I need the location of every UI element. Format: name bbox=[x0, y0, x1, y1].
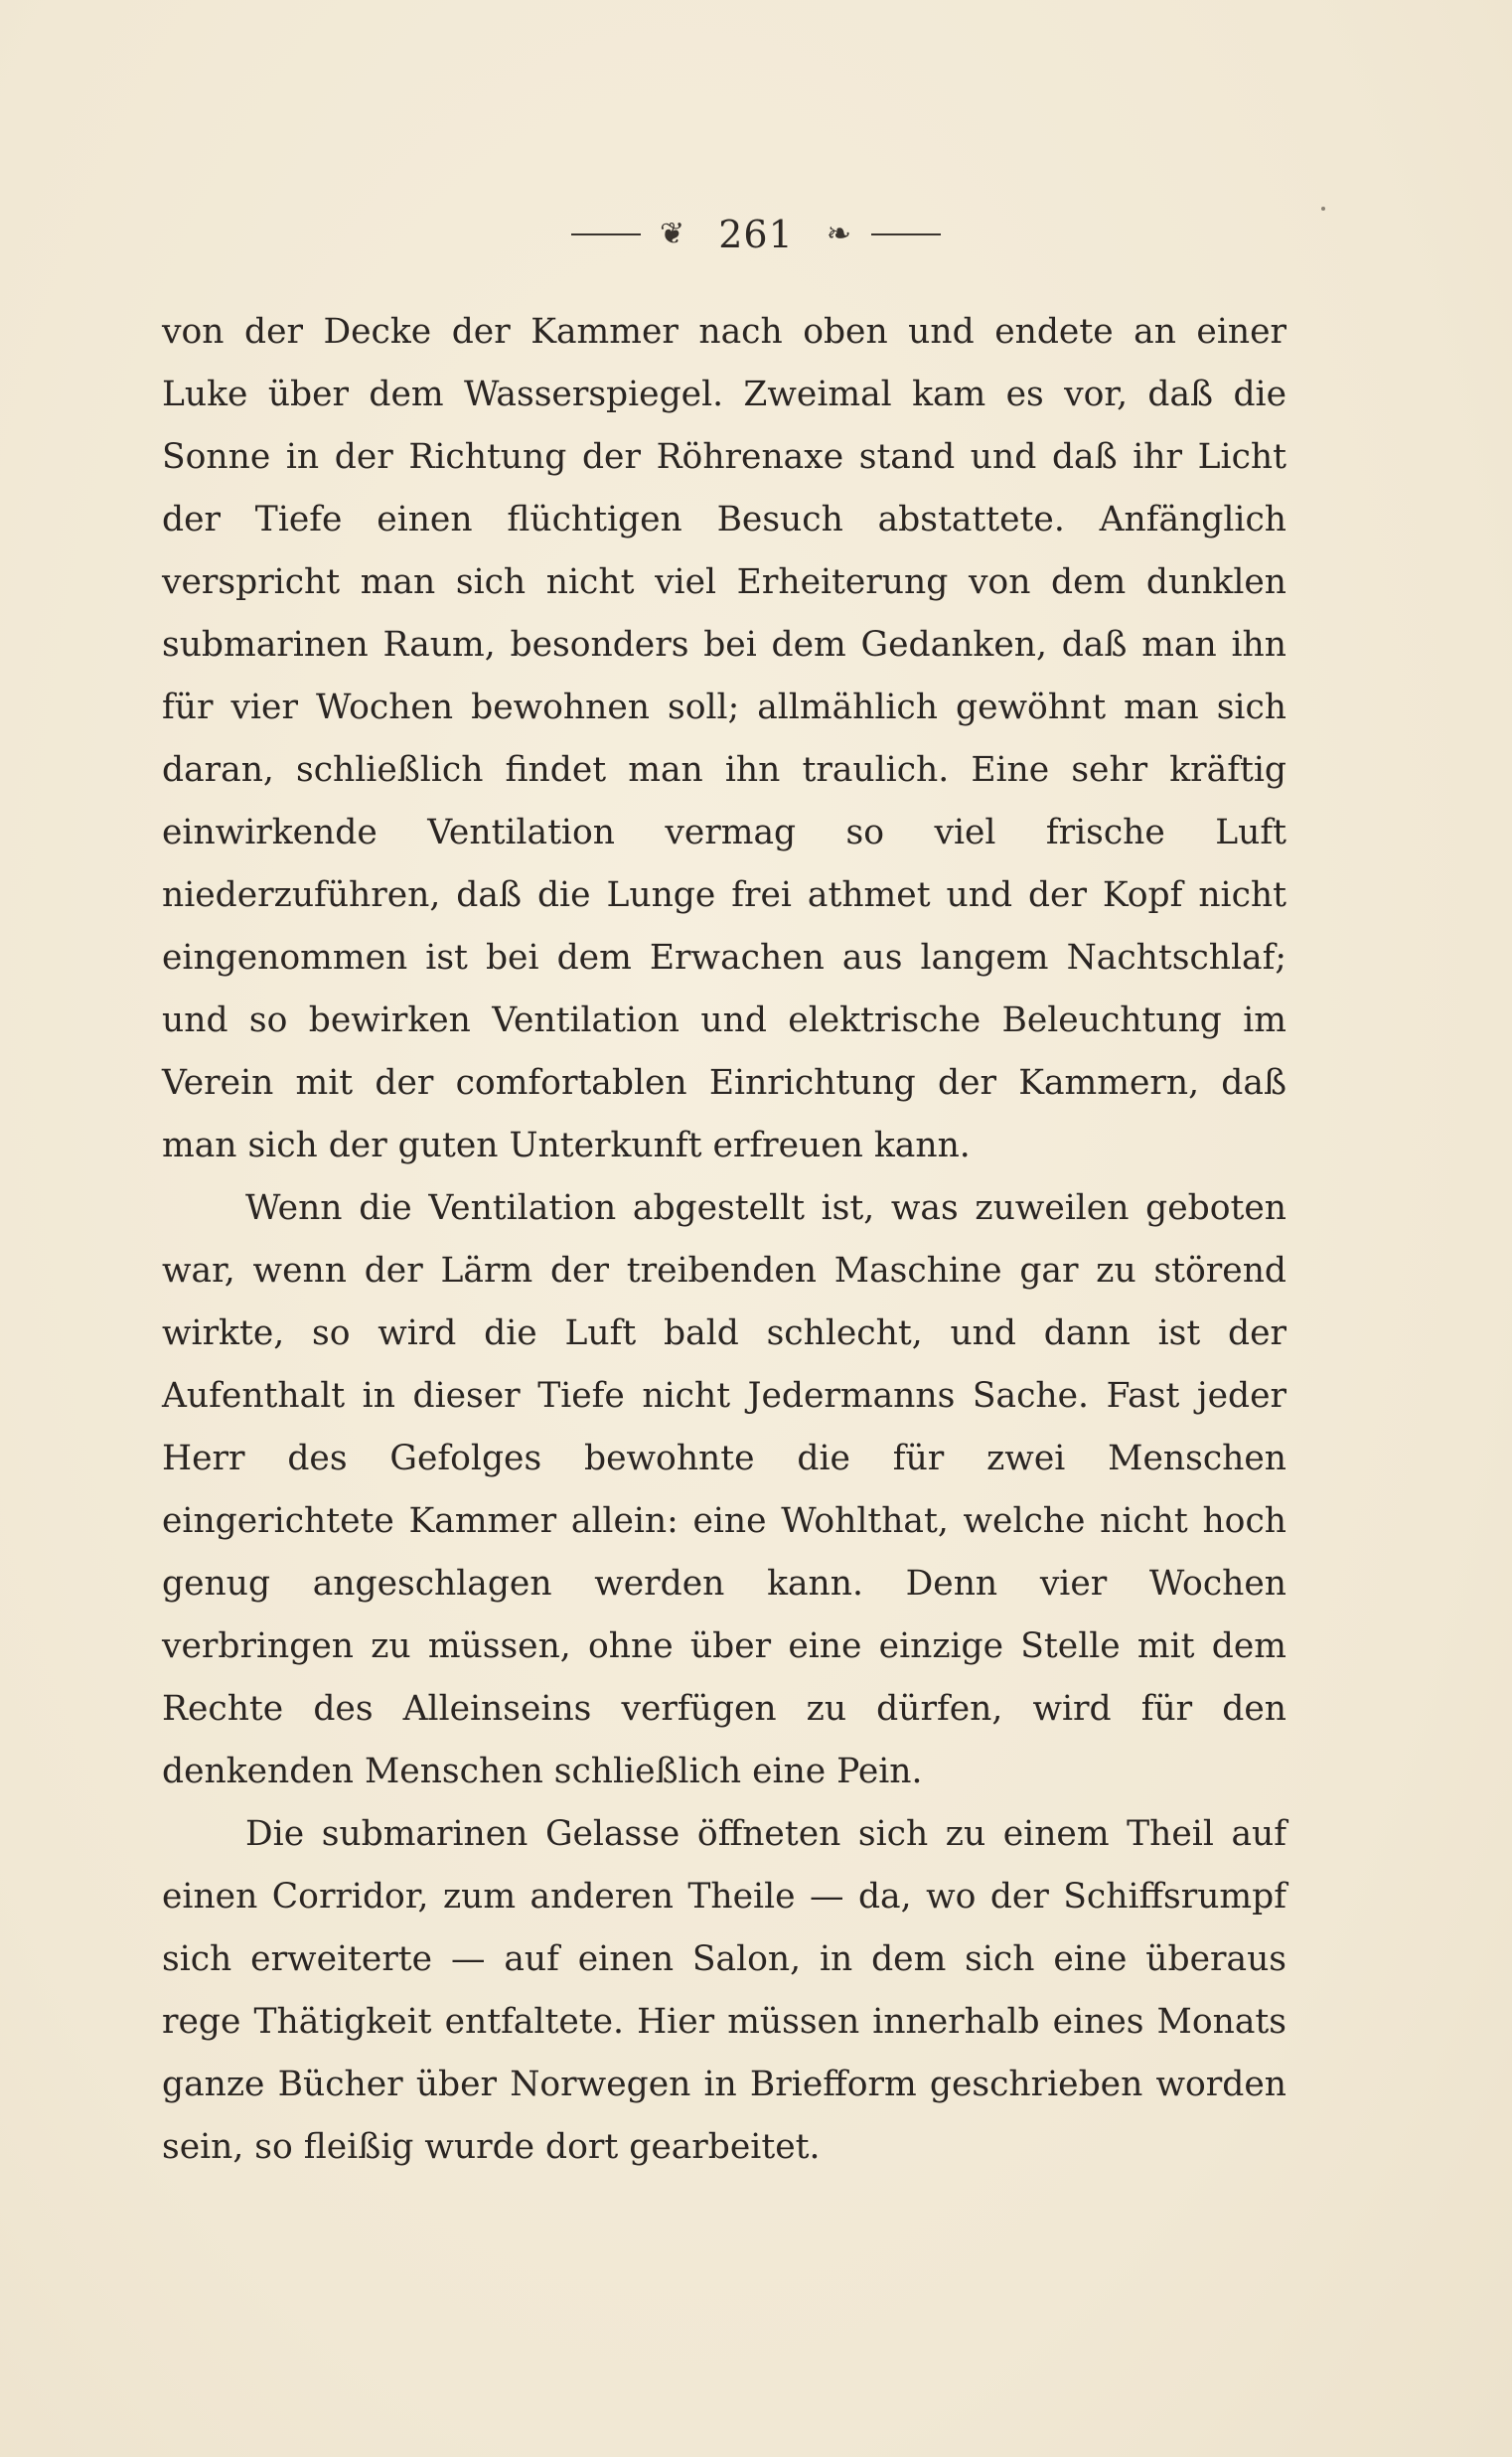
body-text bbox=[162, 301, 1286, 2179]
page-header bbox=[0, 209, 1512, 256]
paragraph: von der Decke der Kammer nach oben und endete an einer Luke über dem Wasserspiegel. Zweimal kam es vor, daß die Sonne in der Richtung der Röhrenaxe stand und daß ihr Licht der Tiefe einen flüchtigen Besuch abstattete. Anfänglich verspricht man sich nicht viel Erheiterung von dem dunklen submarinen Raum, besonders bei dem Gedanken, daß man ihn für vier Wochen bewohnen soll; allmählich gewöhnt man sich daran, schließlich findet man ihn traulich. Eine sehr kräftig einwirkende Ventilation vermag so viel frische Luft niederzuführen, daß die Lunge frei athmet und der Kopf nicht eingenommen ist bei dem Erwachen aus langem Nachtschlaf; und so bewirken Ventilation und elektrische Beleuchtung im Verein mit der comfortablen Einrichtung der Kammern, daß man sich der guten Unterkunft erfreuen kann. bbox=[162, 312, 1286, 1165]
paragraph: Die submarinen Gelasse öffneten sich zu einem Theil auf einen Corridor, zum anderen Theile — da, wo der Schiffsrumpf sich erweiterte — auf einen Salon, in dem sich eine überaus rege Thätigkeit entfaltete. Hier müssen innerhalb eines Monats ganze Bücher über Norwegen in Briefform geschrieben worden sein, so fleißig wurde dort gearbeitet. bbox=[162, 1814, 1286, 2167]
header-ornament-left-icon: ❦ bbox=[660, 217, 686, 251]
header-rule-right bbox=[871, 233, 941, 235]
header-ornament-right-icon: ❧ bbox=[826, 217, 852, 251]
page-number: 261 bbox=[718, 212, 794, 256]
header-rule-left bbox=[571, 233, 641, 235]
paragraph: Wenn die Ventilation abgestellt ist, was zuweilen geboten war, wenn der Lärm der treibenden Maschine gar zu störend wirkte, so wird die Luft bald schlecht, und dann ist der Aufenthalt in dieser Tiefe nicht Jedermanns Sache. Fast jeder Herr des Gefolges bewohnte die für zwei Menschen eingerichtete Kammer allein: eine Wohlthat, welche nicht hoch genug angeschlagen werden kann. Denn vier Wochen verbringen zu müssen, ohne über eine einzige Stelle mit dem Rechte des Alleinseins verfügen zu dürfen, wird für den denkenden Menschen schließlich eine Pein. bbox=[162, 1188, 1286, 1791]
